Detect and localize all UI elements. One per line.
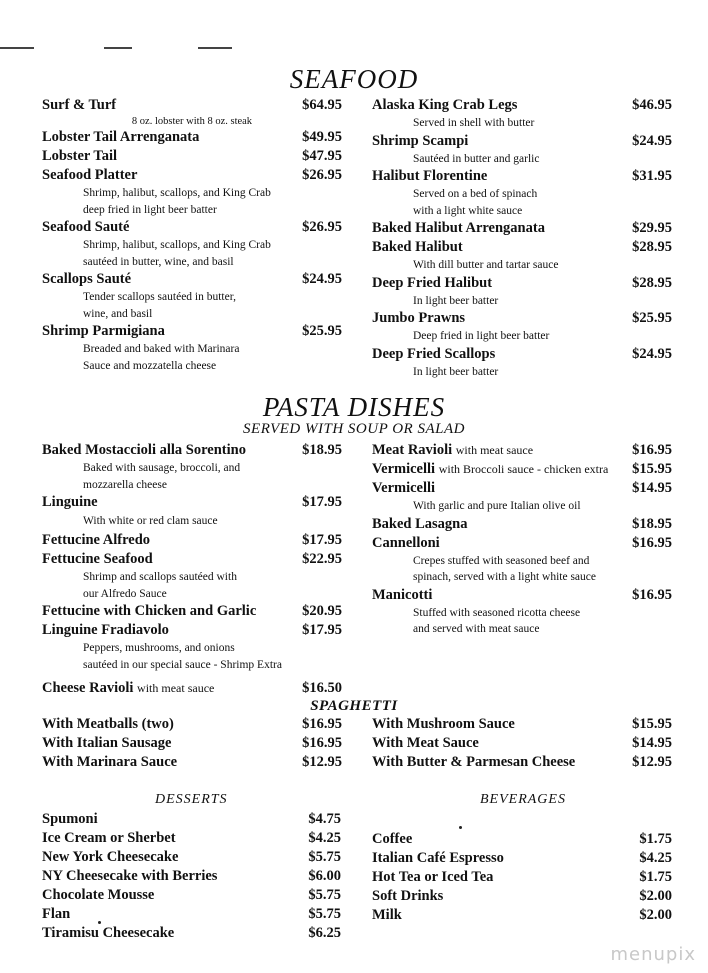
item-name	[42, 734, 342, 753]
item-name-text: Seafood Sauté	[42, 219, 130, 235]
item-name	[372, 515, 672, 534]
item-price: $18.95	[632, 515, 672, 532]
item-description: sautéed in butter, wine, and basil	[83, 255, 234, 268]
item-description: Baked with sausage, broccoli, and	[83, 462, 241, 474]
item-description: mozzarella cheese	[83, 478, 167, 491]
item-price: $2.00	[639, 888, 672, 904]
item-name	[42, 867, 341, 886]
item-description: with a light white sauce	[413, 204, 523, 217]
menu-item	[42, 905, 341, 924]
item-name-text: Shrimp Parmigiana	[42, 323, 165, 339]
spaghetti-right-column	[372, 715, 672, 772]
top-rule-right	[198, 47, 232, 49]
item-description: Served on a bed of spinach	[413, 188, 538, 200]
item-name-text: Coffee	[372, 831, 413, 847]
item-name-text: Fettucine with Chicken and Garlic	[42, 603, 257, 619]
menu-item	[372, 515, 672, 534]
item-name-text: Spumoni	[42, 811, 98, 827]
item-name	[372, 586, 672, 605]
menu-item	[42, 753, 342, 772]
item-description: Tender scallops sautéed in butter,	[83, 291, 236, 303]
item-name-text: With Mushroom Sauce	[372, 716, 515, 732]
menu-item	[372, 906, 672, 925]
item-name	[372, 132, 672, 151]
item-name	[372, 274, 672, 293]
item-name-text: Fettucine Alfredo	[42, 532, 151, 548]
item-name	[42, 166, 342, 185]
item-name	[372, 868, 672, 887]
item-name	[42, 829, 341, 848]
item-price: $1.75	[639, 869, 672, 885]
menu-item	[42, 270, 342, 322]
item-price: $16.95	[302, 735, 342, 751]
pasta-left-column	[42, 441, 342, 698]
item-description: our Alfredo Sauce	[83, 587, 167, 600]
item-name	[372, 849, 672, 868]
menu-item	[372, 238, 672, 274]
menu-item	[42, 621, 342, 673]
item-name	[372, 887, 672, 906]
item-name-text: Deep Fried Halibut	[372, 274, 493, 291]
item-price: $49.95	[302, 129, 342, 145]
item-name-text: Baked Mostaccioli alla Sorentino	[42, 442, 246, 458]
item-description: In light beer batter	[413, 365, 499, 378]
item-name-text: Baked Lasagna	[372, 515, 468, 532]
item-price: $29.95	[632, 220, 672, 236]
item-name-text: Ice Cream or Sherbet	[42, 830, 176, 846]
spaghetti-heading: SPAGHETTI	[310, 698, 398, 714]
top-rule-mid	[104, 47, 132, 49]
item-price: $5.75	[308, 887, 341, 903]
item-description: and served with meat sauce	[413, 623, 540, 635]
item-price: $12.95	[632, 754, 672, 770]
item-name-text: Lobster Tail Arrenganata	[42, 129, 200, 145]
item-description: Peppers, mushrooms, and onions	[83, 642, 235, 654]
item-price: $4.25	[308, 830, 341, 846]
stray-mark	[459, 826, 462, 829]
item-name-text: Halibut Florentine	[372, 168, 488, 184]
item-name	[42, 924, 341, 943]
item-description: Crepes stuffed with seasoned beef and	[413, 554, 590, 567]
item-name	[372, 345, 672, 364]
item-name-text: Baked Halibut	[372, 239, 463, 255]
item-price: $24.95	[302, 271, 342, 287]
item-name-text: Manicotti	[372, 586, 433, 603]
item-price: $47.95	[302, 148, 342, 164]
seafood-left-column	[42, 96, 342, 374]
item-price: $25.95	[632, 310, 672, 326]
item-name	[42, 218, 342, 237]
item-name-text: Meat Ravioli	[372, 442, 453, 458]
item-name	[372, 734, 672, 753]
item-name	[372, 753, 672, 772]
item-name-text: Italian Café Espresso	[372, 850, 504, 866]
menu-item	[42, 493, 342, 531]
desserts-heading: DESSERTS	[155, 792, 228, 807]
item-description: With white or red clam sauce	[83, 515, 218, 527]
item-price: $15.95	[632, 716, 672, 732]
menu-item	[42, 886, 341, 905]
item-description: Sauce and mozzatella cheese	[83, 359, 217, 372]
item-price: $2.00	[639, 907, 672, 923]
menu-item	[42, 128, 342, 147]
menu-item	[372, 753, 672, 772]
menu-item	[42, 218, 342, 270]
item-price: $12.95	[302, 754, 342, 770]
item-name-text: Alaska King Crab Legs	[372, 97, 518, 113]
item-description: wine, and basil	[83, 307, 153, 320]
menu-item	[372, 441, 672, 460]
menu-item	[372, 345, 672, 381]
item-description: sautéed in our special sauce - Shrimp Extra	[83, 658, 282, 671]
menu-item	[372, 586, 672, 638]
item-name-text: Lobster Tail	[42, 148, 118, 164]
item-inline-note: with Broccoli sauce - chicken extra	[438, 462, 609, 476]
item-name	[372, 460, 672, 479]
menu-item	[42, 715, 342, 734]
item-description: With garlic and pure Italian olive oil	[413, 500, 581, 512]
menu-item	[42, 531, 342, 550]
item-name-text: Linguine Fradiavolo	[42, 622, 169, 638]
item-name	[42, 715, 342, 734]
item-price: $17.95	[302, 532, 342, 548]
item-name	[372, 830, 672, 849]
item-inline-note: with meat sauce	[137, 681, 215, 695]
item-price: $4.25	[639, 850, 672, 866]
item-name	[372, 96, 672, 115]
menu-item	[372, 849, 672, 868]
menu-item	[372, 167, 672, 219]
item-price: $6.00	[308, 868, 341, 884]
menu-item	[42, 848, 341, 867]
item-price: $4.75	[308, 811, 341, 827]
menu-item	[42, 924, 341, 943]
item-name	[42, 270, 342, 289]
item-name-text: Linguine	[42, 494, 98, 510]
menu-item	[42, 96, 342, 128]
item-price: $16.95	[302, 716, 342, 732]
item-description: 8 oz. lobster with 8 oz. steak	[131, 116, 253, 127]
item-name-text: With Butter & Parmesan Cheese	[372, 754, 576, 770]
beverages-heading: BEVERAGES	[480, 792, 566, 807]
item-name	[42, 886, 341, 905]
spaghetti-left-column	[42, 715, 342, 772]
item-description: Served in shell with butter	[413, 117, 535, 129]
item-price: $46.95	[632, 97, 672, 113]
item-price: $14.95	[632, 735, 672, 751]
item-price: $6.25	[308, 925, 341, 941]
item-price: $1.75	[639, 831, 672, 847]
item-name	[372, 219, 672, 238]
item-name-text: Vermicelli	[372, 480, 436, 496]
item-price: $28.95	[632, 274, 672, 291]
item-name	[372, 534, 672, 553]
item-description: Stuffed with seasoned ricotta cheese	[413, 606, 581, 619]
item-price: $26.95	[302, 167, 342, 183]
item-name-text: Fettucine Seafood	[42, 551, 153, 567]
menu-item	[372, 715, 672, 734]
item-name	[42, 753, 342, 772]
item-name-text: Surf & Turf	[42, 97, 117, 113]
menu-item	[372, 460, 672, 479]
item-name-text: Cannelloni	[372, 534, 440, 551]
menu-item	[42, 147, 342, 166]
item-price: $16.95	[632, 586, 672, 603]
item-price: $20.95	[302, 603, 342, 619]
item-name-text: Soft Drinks	[372, 888, 444, 904]
item-name	[372, 441, 672, 460]
item-price: $17.95	[302, 494, 342, 510]
seafood-heading: SEAFOOD	[289, 64, 419, 94]
item-price: $18.95	[302, 442, 342, 458]
pasta-subtitle: SERVED WITH SOUP OR SALAD	[243, 421, 465, 437]
item-description: With dill butter and tartar sauce	[413, 259, 559, 271]
item-price: $17.95	[302, 622, 342, 638]
item-name-text: NY Cheesecake with Berries	[42, 868, 218, 884]
item-name-text: Hot Tea or Iced Tea	[372, 869, 494, 885]
item-description: deep fried in light beer batter	[83, 203, 217, 216]
pasta-heading: PASTA DISHES	[262, 392, 446, 422]
item-price: $5.75	[308, 849, 341, 865]
item-name	[42, 128, 342, 147]
menu-item	[372, 132, 672, 168]
item-name	[42, 493, 342, 512]
item-name	[42, 96, 342, 115]
item-price: $22.95	[302, 551, 342, 567]
top-rule-left	[0, 47, 34, 49]
item-name-text: Milk	[372, 907, 402, 923]
item-name	[42, 621, 342, 640]
menu-item	[42, 867, 341, 886]
menu-item	[42, 441, 342, 493]
item-name-text: Vermicelli	[372, 461, 436, 477]
item-name	[372, 238, 672, 257]
item-description: spinach, served with a light white sauce	[413, 571, 596, 583]
beverages-column	[372, 830, 672, 925]
menu-item	[372, 96, 672, 132]
item-name	[42, 531, 342, 550]
menu-item	[42, 322, 342, 374]
pasta-right-column	[372, 441, 672, 638]
item-name-text: With Marinara Sauce	[42, 754, 178, 770]
menu-item	[372, 219, 672, 238]
menu-item	[372, 734, 672, 753]
item-inline-note: with meat sauce	[455, 443, 534, 457]
item-price: $31.95	[632, 168, 672, 184]
item-name	[42, 550, 342, 569]
item-name-text: Baked Halibut Arrenganata	[372, 220, 545, 236]
item-name	[372, 906, 672, 925]
desserts-column	[42, 810, 341, 943]
menu-item	[42, 166, 342, 218]
item-description: Shrimp and scallops sautéed with	[83, 571, 237, 583]
item-description: Breaded and baked with Marinara	[83, 343, 240, 355]
item-name	[42, 441, 342, 460]
item-name	[42, 848, 341, 867]
item-price: $15.95	[632, 461, 672, 477]
item-price: $14.95	[632, 480, 672, 496]
item-price: $5.75	[308, 906, 341, 922]
item-price: $28.95	[632, 239, 672, 255]
item-price: $26.95	[302, 219, 342, 235]
menupix-watermark: menupix	[610, 944, 696, 965]
item-name-text: New York Cheesecake	[42, 849, 179, 865]
item-price: $16.95	[632, 534, 672, 551]
item-name	[372, 715, 672, 734]
menu-item	[42, 679, 342, 698]
item-name	[372, 309, 672, 328]
menu-item	[42, 810, 341, 829]
item-description: In light beer batter	[413, 294, 499, 307]
item-description: Deep fried in light beer batter	[413, 330, 550, 342]
item-name-text: Chocolate Mousse	[42, 887, 155, 903]
menu-item	[42, 602, 342, 621]
menu-item	[42, 734, 342, 753]
item-name-text: Jumbo Prawns	[372, 310, 466, 326]
item-price: $16.95	[632, 442, 672, 458]
item-price: $25.95	[302, 323, 342, 339]
item-name	[42, 905, 341, 924]
menu-item	[372, 830, 672, 849]
item-name-text: With Italian Sausage	[42, 735, 172, 751]
item-name	[42, 602, 342, 621]
item-name	[42, 810, 341, 829]
stray-mark	[98, 921, 101, 924]
item-price: $24.95	[632, 132, 672, 149]
item-name-text: Tiramisu Cheesecake	[42, 925, 175, 941]
item-name	[372, 167, 672, 186]
item-description: Sautéed in butter and garlic	[413, 152, 540, 165]
item-price: $64.95	[302, 97, 342, 113]
menu-item	[372, 887, 672, 906]
item-price: $24.95	[632, 345, 672, 362]
item-name	[42, 679, 342, 698]
item-name-text: Scallops Sauté	[42, 271, 132, 287]
item-name	[372, 479, 672, 498]
item-description: Shrimp, halibut, scallops, and King Crab	[83, 187, 271, 199]
item-name-text: With Meat Sauce	[372, 735, 479, 751]
item-description: Shrimp, halibut, scallops, and King Crab	[83, 239, 271, 251]
seafood-right-column	[372, 96, 672, 380]
menu-item	[42, 829, 341, 848]
item-name	[42, 322, 342, 341]
item-name-text: With Meatballs (two)	[42, 716, 174, 732]
item-name-text: Seafood Platter	[42, 167, 138, 183]
item-name-text: Deep Fried Scallops	[372, 345, 496, 362]
item-name-text: Cheese Ravioli	[42, 680, 134, 696]
item-price: $16.50	[302, 680, 342, 696]
item-name-text: Shrimp Scampi	[372, 132, 469, 149]
menu-item	[372, 868, 672, 887]
item-name	[42, 147, 342, 166]
menu-item	[372, 534, 672, 586]
menu-item	[372, 309, 672, 345]
item-name-text: Flan	[42, 906, 71, 922]
menu-item	[372, 274, 672, 310]
menu-item	[42, 550, 342, 602]
menu-item	[372, 479, 672, 515]
